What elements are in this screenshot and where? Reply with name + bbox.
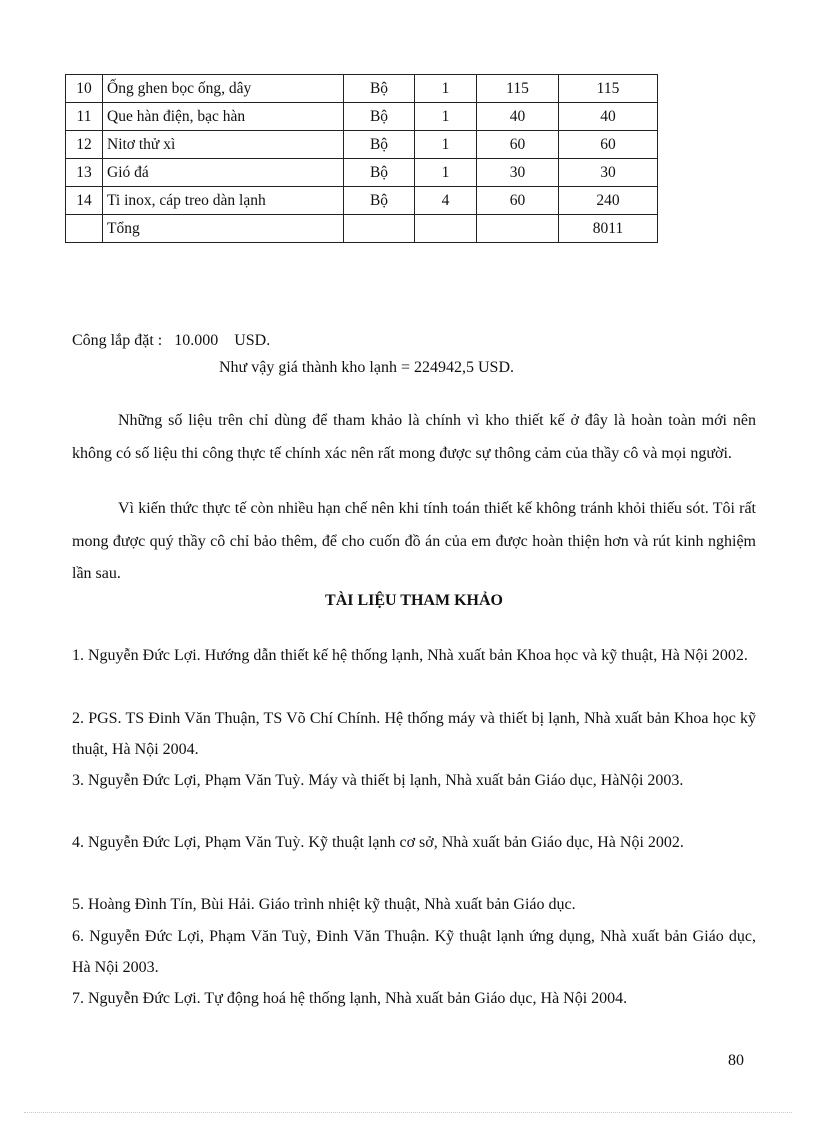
total-cell: 40 xyxy=(559,103,658,131)
page-number: 80 xyxy=(728,1052,744,1069)
item-name-cell: Gió đá xyxy=(103,159,344,187)
total-cell: 115 xyxy=(559,75,658,103)
row-number-cell: 10 xyxy=(66,75,103,103)
quantity-cell: 1 xyxy=(415,75,477,103)
closing-paragraph: Những số liệu trên chỉ dùng để tham khảo là chính vì kho thiết kế ở đây là hoàn toàn mới nên không có số liệu thi công thực tế chính xác nên rất mong được sự thông cảm của thầy cô và mọi người. xyxy=(72,412,756,462)
item-name-cell: Ống ghen bọc ống, dây xyxy=(103,75,344,103)
reference-item: 2. PGS. TS Đinh Văn Thuận, TS Võ Chí Chính. Hệ thống máy và thiết bị lạnh, Nhà xuất bản Khoa học kỹ thuật, Hà Nội 2004. xyxy=(72,710,756,758)
reference-item: 4. Nguyễn Đức Lợi, Phạm Văn Tuỳ. Kỹ thuật lạnh cơ sở, Nhà xuất bản Giáo dục, Hà Nội 2002. xyxy=(72,834,684,851)
unit-price-cell: 30 xyxy=(477,159,559,187)
item-name-cell: Que hàn điện, bạc hàn xyxy=(103,103,344,131)
table-row xyxy=(66,75,658,103)
item-name-cell: Nitơ thử xì xyxy=(103,131,344,159)
unit-price-cell xyxy=(477,215,559,243)
cost-table xyxy=(65,74,658,243)
references-heading: TÀI LIỆU THAM KHẢO xyxy=(325,592,503,609)
grand-total-cell: 8011 xyxy=(559,215,658,243)
unit-cell: Bộ xyxy=(344,159,415,187)
closing-paragraph: Vì kiến thức thực tế còn nhiều hạn chế nên khi tính toán thiết kế không tránh khỏi thiếu sót. Tôi rất mong được quý thầy cô chỉ bảo thêm, để cho cuốn đồ án của em được hoàn thiện hơn và rút kinh nghiệm lần sau. xyxy=(72,500,756,582)
item-name-cell: Ti inox, cáp treo dàn lạnh xyxy=(103,187,344,215)
unit-cell: Bộ xyxy=(344,131,415,159)
row-number-cell: 13 xyxy=(66,159,103,187)
total-cell: 240 xyxy=(559,187,658,215)
reference-item: 7. Nguyễn Đức Lợi. Tự động hoá hệ thống lạnh, Nhà xuất bản Giáo dục, Hà Nội 2004. xyxy=(72,990,628,1007)
install-cost-line: Công lắp đặt : 10.000 USD. xyxy=(72,332,271,349)
total-cell: 30 xyxy=(559,159,658,187)
footer-divider xyxy=(24,1112,792,1113)
unit-price-cell: 60 xyxy=(477,131,559,159)
row-number-cell: 14 xyxy=(66,187,103,215)
unit-price-cell: 115 xyxy=(477,75,559,103)
table-total-row xyxy=(66,215,658,243)
unit-cell xyxy=(344,215,415,243)
unit-price-cell: 60 xyxy=(477,187,559,215)
quantity-cell xyxy=(415,215,477,243)
unit-price-cell: 40 xyxy=(477,103,559,131)
quantity-cell: 1 xyxy=(415,103,477,131)
row-number-cell: 12 xyxy=(66,131,103,159)
unit-cell: Bộ xyxy=(344,103,415,131)
total-price-line: Như vậy giá thành kho lạnh = 224942,5 USD. xyxy=(219,359,514,376)
reference-item: 3. Nguyễn Đức Lợi, Phạm Văn Tuỳ. Máy và thiết bị lạnh, Nhà xuất bản Giáo dục, HàNội 2003. xyxy=(72,772,684,789)
total-cell: 60 xyxy=(559,131,658,159)
reference-item: 6. Nguyễn Đức Lợi, Phạm Văn Tuỳ, Đinh Văn Thuận. Kỹ thuật lạnh ứng dụng, Nhà xuất bản Giáo dục, Hà Nội 2003. xyxy=(72,928,756,976)
unit-cell: Bộ xyxy=(344,75,415,103)
table-row xyxy=(66,159,658,187)
row-number-cell: 11 xyxy=(66,103,103,131)
reference-item: 1. Nguyễn Đức Lợi. Hướng dẫn thiết kế hệ thống lạnh, Nhà xuất bản Khoa học và kỹ thuật, Hà Nội 2002. xyxy=(72,647,748,664)
total-label-cell: Tổng xyxy=(103,215,344,243)
unit-cell: Bộ xyxy=(344,187,415,215)
row-number-cell xyxy=(66,215,103,243)
quantity-cell: 1 xyxy=(415,131,477,159)
table-row xyxy=(66,103,658,131)
table-row xyxy=(66,187,658,215)
quantity-cell: 1 xyxy=(415,159,477,187)
table-row xyxy=(66,131,658,159)
reference-item: 5. Hoàng Đình Tín, Bùi Hải. Giáo trình nhiệt kỹ thuật, Nhà xuất bản Giáo dục. xyxy=(72,896,576,913)
quantity-cell: 4 xyxy=(415,187,477,215)
